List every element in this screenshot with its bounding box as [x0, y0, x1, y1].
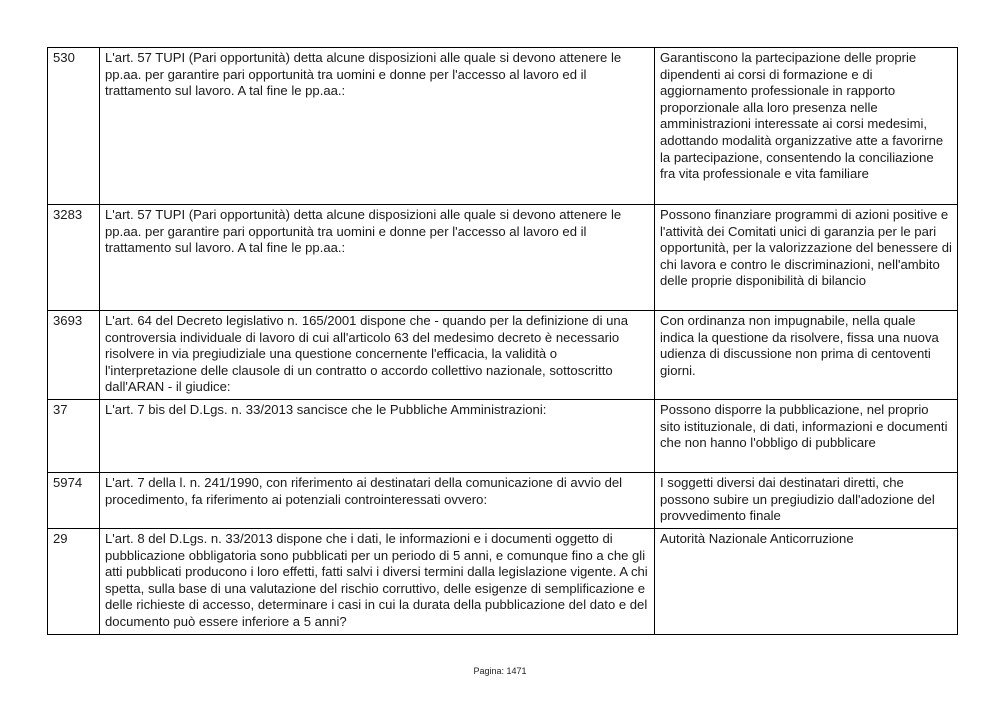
- question-id: 29: [48, 529, 100, 635]
- question-id: 37: [48, 400, 100, 473]
- answer-text: Possono disporre la pubblicazione, nel proprio sito istituzionale, di dati, informazioni e documenti che non hanno l'obbligo di pubblicare: [655, 400, 958, 473]
- question-text: L'art. 64 del Decreto legislativo n. 165/2001 dispone che - quando per la definizione di una controversia individuale di lavoro di cui all'articolo 63 del medesimo decreto è necessario risolvere in via pregiudiziale una questione concernente l'efficacia, la validità o l'interpretazione delle clausole di un contratto o accordo collettivo nazionale, sottoscritto dall'ARAN - il giudice:: [100, 311, 655, 400]
- question-id: 530: [48, 48, 100, 205]
- table-row: [48, 529, 958, 635]
- answer-text: I soggetti diversi dai destinatari diretti, che possono subire un pregiudizio dall'adozione del provvedimento finale: [655, 473, 958, 529]
- question-id: 5974: [48, 473, 100, 529]
- answer-text: Con ordinanza non impugnabile, nella quale indica la questione da risolvere, fissa una nuova udienza di discussione non prima di centoventi giorni.: [655, 311, 958, 400]
- table-row: [48, 400, 958, 473]
- table-row: [48, 311, 958, 400]
- question-table: [47, 47, 958, 635]
- question-text: L'art. 57 TUPI (Pari opportunità) detta alcune disposizioni alle quale si devono attenere le pp.aa. per garantire pari opportunità tra uomini e donne per l'accesso al lavoro ed il trattamento sul lavoro. A tal fine le pp.aa.:: [100, 48, 655, 205]
- question-text: L'art. 7 bis del D.Lgs. n. 33/2013 sancisce che le Pubbliche Amministrazioni:: [100, 400, 655, 473]
- question-id: 3283: [48, 205, 100, 311]
- table-row: [48, 48, 958, 205]
- table-row: [48, 205, 958, 311]
- question-text: L'art. 8 del D.Lgs. n. 33/2013 dispone che i dati, le informazioni e i documenti oggetto di pubblicazione obbligatoria sono pubblicati per un periodo di 5 anni, e comunque fino a che gli atti pubblicati producono i loro effetti, fatti salvi i diversi termini dalla legislazione vigente. A chi spetta, sulla base di una valutazione del rischio corruttivo, delle esigenze di semplificazione e delle richieste di accesso, determinare i casi in cui la durata della pubblicazione del dato e del documento può essere inferiore a 5 anni?: [100, 529, 655, 635]
- question-text: L'art. 57 TUPI (Pari opportunità) detta alcune disposizioni alle quale si devono attenere le pp.aa. per garantire pari opportunità tra uomini e donne per l'accesso al lavoro ed il trattamento sul lavoro. A tal fine le pp.aa.:: [100, 205, 655, 311]
- table-row: [48, 473, 958, 529]
- page-number: Pagina: 1471: [473, 666, 527, 676]
- question-id: 3693: [48, 311, 100, 400]
- answer-text: Autorità Nazionale Anticorruzione: [655, 529, 958, 635]
- question-text: L'art. 7 della l. n. 241/1990, con riferimento ai destinatari della comunicazione di avvio del procedimento, fa riferimento ai potenziali controinteressati ovvero:: [100, 473, 655, 529]
- answer-text: Garantiscono la partecipazione delle proprie dipendenti ai corsi di formazione e di aggiornamento professionale in rapporto proporzionale alla loro presenza nelle amministrazioni interessate ai corsi medesimi, adottando modalità organizzative atte a favorirne la partecipazione, consentendo la conciliazione fra vita professionale e vita familiare: [655, 48, 958, 205]
- answer-text: Possono finanziare programmi di azioni positive e l'attività dei Comitati unici di garanzia per le pari opportunità, per la valorizzazione del benessere di chi lavora e contro le discriminazioni, nell'ambito delle proprie disponibilità di bilancio: [655, 205, 958, 311]
